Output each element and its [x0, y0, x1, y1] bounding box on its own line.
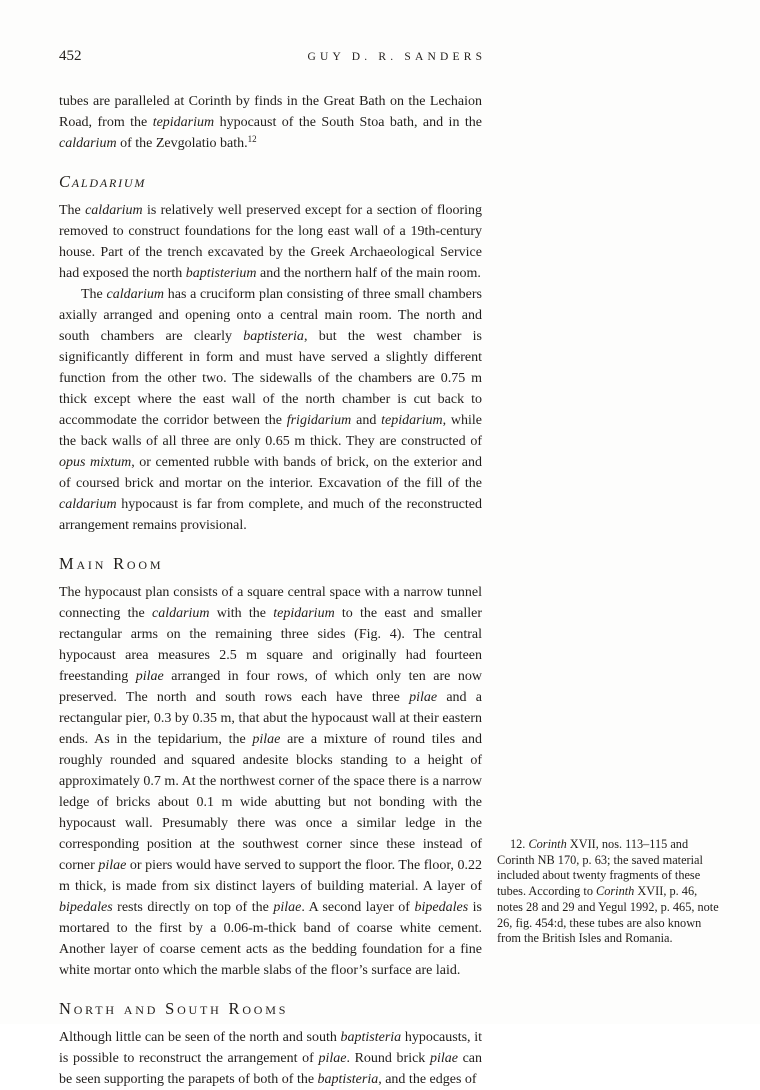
italic-term: tepidarium	[273, 606, 335, 621]
text-run: are a mixture of round tiles and roughly rounded and squared andesite blocks standing to a height of approximately 0.7 m. At the northwest corner of the space there is a narrow ledge of bricks about 0.1 m wide abutting but not bonding with the hypocaust wall. Presumably there was once a similar ledge in the corresponding position at the southwest corner since these instead of corner	[59, 732, 482, 873]
text-run: rests directly on top of the	[112, 900, 274, 915]
text-run: hypocausts, it is possible to reconstruct the arrangement of	[59, 1030, 482, 1066]
italic-term: bipedales	[414, 900, 469, 915]
text-run: and a rectangular pier, 0.3 by 0.35 m, that abut the hypocaust wall at their eastern ends. As in the tepidarium, the	[59, 690, 482, 747]
page-number: 452	[59, 48, 82, 64]
paragraph	[59, 91, 482, 154]
text-run: of the Zevgolatio bath.	[116, 136, 248, 151]
italic-term: bipedales	[59, 900, 113, 915]
text-run: , while the back walls of all three are only 0.65 m thick. They are constructed of	[59, 413, 482, 449]
italic-term: frigidarium	[286, 413, 352, 428]
text-run: can be seen supporting the parapets of both of the	[59, 1051, 482, 1087]
text-run: 12.	[510, 837, 529, 851]
section-heading: Main Room	[59, 554, 164, 573]
text-run: XVII, p. 46, notes 28 and 29 and Yegul 1992, p. 465, note 26, fig. 454:d, these tubes are also known from the British Isles and Romania.	[497, 884, 719, 946]
text-run: , or cemented rubble with bands of brick, on the exterior and of coursed brick and mortar on the interior. Excavation of the fill of the	[59, 455, 482, 491]
italic-term: Corinth	[596, 884, 635, 899]
text-run: . Round brick	[346, 1051, 430, 1066]
text-run: , and the edges of	[378, 1072, 477, 1087]
text-run: XVII, nos. 113–115 and Corinth NB 170, p. 63; the saved material included about twenty fragments of these tubes. According to	[497, 837, 703, 899]
footnote	[497, 837, 719, 947]
text-run: hypocaust is far from complete, and much of the reconstructed arrangement remains provisional.	[59, 497, 482, 533]
text-run: to the east and smaller rectangular arms on the remaining three sides (Fig. 4). The central hypocaust area measures 2.5 m square and originally had fourteen freestanding	[59, 606, 482, 684]
footnote-reference-superscript: 12	[247, 134, 257, 144]
text-run: The	[59, 203, 86, 218]
italic-term: baptisteria	[340, 1030, 402, 1045]
section-heading: North and South Rooms	[59, 999, 289, 1018]
paragraph	[59, 1027, 482, 1090]
text-run: and	[351, 413, 382, 428]
italic-term: pilae	[318, 1051, 347, 1066]
italic-term: pilae	[409, 690, 438, 705]
italic-term: caldarium	[106, 287, 165, 302]
text-run: Although little can be seen of the north and south	[59, 1030, 341, 1045]
text-run: is relatively well preserved except for a section of flooring removed to construct foundations for the long east wall of a 19th-century house. Part of the trench excavated by the Greek Archaeological Service had exposed the north	[59, 203, 483, 281]
section-heading: Caldarium	[59, 172, 147, 191]
italic-term: caldarium	[151, 606, 210, 621]
paragraph	[59, 582, 482, 981]
italic-term: tepidarium	[381, 413, 443, 428]
italic-term: pilae	[252, 732, 281, 747]
running-head: GUY D. R. SANDERS	[307, 51, 487, 63]
text-run: and the northern half of the main room.	[256, 266, 481, 281]
main-column	[59, 91, 482, 1090]
italic-term: caldarium	[59, 497, 117, 512]
paragraph	[59, 284, 482, 536]
italic-term: pilae	[429, 1051, 458, 1066]
text-run: . A second layer of	[301, 900, 415, 915]
text-run: arranged in four rows, of which only ten are now preserved. The north and south rows each have three	[59, 669, 482, 705]
italic-term: baptisteria	[243, 329, 304, 344]
italic-term: pilae	[135, 669, 164, 684]
italic-term: caldarium	[59, 136, 117, 151]
text-run: with the	[209, 606, 274, 621]
text-run: tubes are paralleled at Corinth by finds in the Great Bath on the Lechaion Road, from the	[59, 94, 482, 130]
italic-term: baptisterium	[185, 266, 257, 281]
italic-term: tepidarium	[152, 115, 215, 130]
italic-term: pilae	[273, 900, 302, 915]
page-header	[59, 48, 487, 65]
italic-term: caldarium	[85, 203, 143, 218]
paragraph	[59, 200, 482, 284]
text-run: The hypocaust plan consists of a square central space with a narrow tunnel connecting the	[59, 585, 482, 621]
italic-term: baptisteria	[317, 1072, 379, 1087]
italic-term: opus mixtum	[59, 455, 132, 470]
text-run: is mortared to the first by a 0.06-m-thick band of coarse white cement. Another layer of coarse cement acts as the bedding foundation for a fine white mortar onto which the marble slabs of the floor’s surface are laid.	[59, 900, 482, 978]
text-run: , but the west chamber is significantly different in form and must have served a slightly different function from the other two. The sidewalls of the chambers are 0.75 m thick except where the east wall of the north chamber is cut back to accommodate the corridor between the	[59, 329, 483, 428]
text-run: hypocaust of the South Stoa bath, and in the	[214, 115, 482, 130]
text-run: The	[81, 287, 107, 302]
text-run: or piers would have served to support the floor. The floor, 0.22 m thick, is made from six distinct layers of building material. A layer of	[59, 858, 482, 894]
italic-term: pilae	[98, 858, 127, 873]
italic-term: Corinth	[528, 837, 567, 851]
text-run: has a cruciform plan consisting of three small chambers axially arranged and opening onto a central main room. The north and south chambers are clearly	[59, 287, 482, 344]
